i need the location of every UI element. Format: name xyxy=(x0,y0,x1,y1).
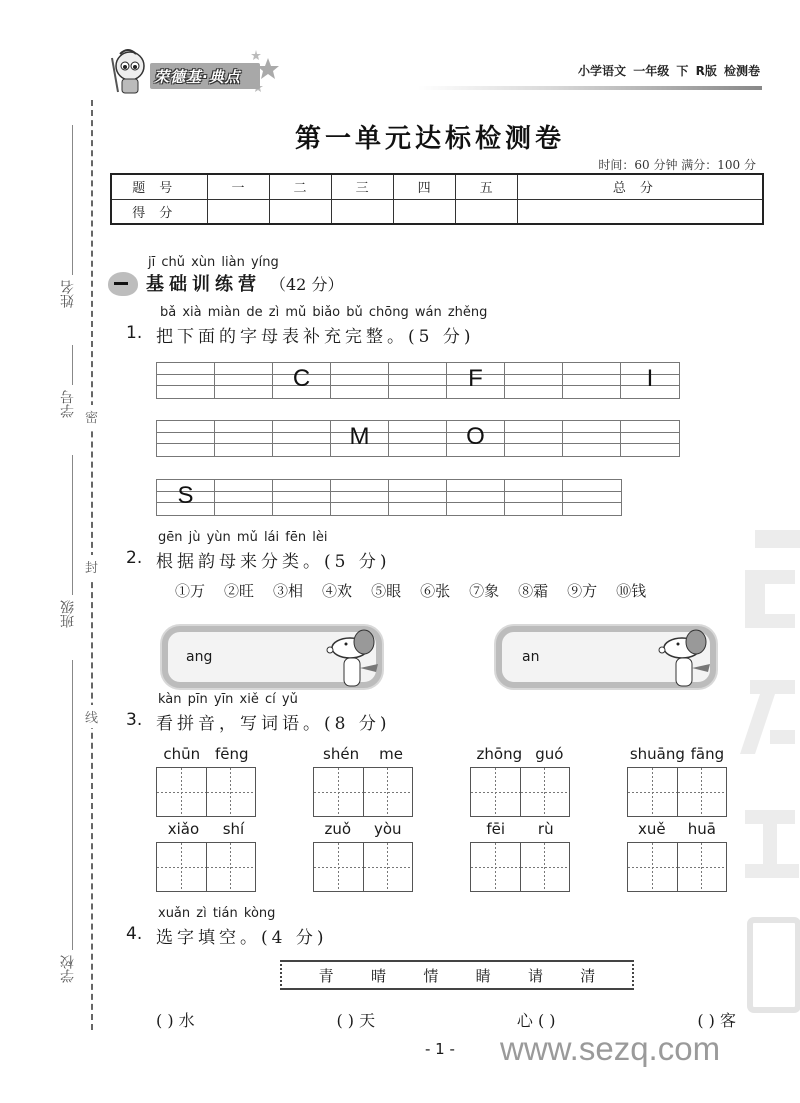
pinyin-syllable: rù xyxy=(537,820,554,838)
word-box[interactable] xyxy=(470,820,570,892)
calligraphy-watermark-icon xyxy=(735,530,800,1020)
score-cell[interactable] xyxy=(517,199,763,224)
writing-cell[interactable] xyxy=(521,843,570,891)
alphabet-row-2 xyxy=(156,420,680,457)
header-cell: 五 xyxy=(455,174,517,199)
exam-meta: 时间：60 分钟 满分：100 分 xyxy=(598,158,756,172)
pinyin-syllable: yòu xyxy=(373,820,402,838)
option-item: ⑧霜 xyxy=(518,582,549,600)
writing-cell[interactable] xyxy=(628,843,678,891)
q2-options xyxy=(175,580,646,601)
q1-prompt: 把下面的字母表补充完整。(5 分) xyxy=(156,327,475,347)
school-underline xyxy=(72,660,73,950)
watermark-url: www.sezq.com xyxy=(500,1030,721,1067)
writing-cell[interactable] xyxy=(314,768,364,816)
alphabet-cell[interactable] xyxy=(389,480,447,515)
alphabet-row-3 xyxy=(156,479,622,516)
option-item: ③相 xyxy=(273,582,304,600)
writing-cell[interactable] xyxy=(314,843,364,891)
alphabet-cell: O xyxy=(447,421,505,456)
score-cell[interactable] xyxy=(331,199,393,224)
word-box[interactable] xyxy=(156,820,256,892)
word-box[interactable] xyxy=(313,820,413,892)
school-field-label: 学校 xyxy=(60,955,76,983)
character-choice-box xyxy=(280,960,634,990)
score-cell[interactable] xyxy=(455,199,517,224)
dog-cartoon-icon xyxy=(320,624,382,692)
option-item: ②旺 xyxy=(224,582,255,600)
q3-number: 3. xyxy=(126,710,143,730)
word-box[interactable] xyxy=(156,745,256,817)
alphabet-cell: I xyxy=(646,365,654,392)
score-cell[interactable] xyxy=(393,199,455,224)
alphabet-cell: S xyxy=(157,480,215,515)
blank-item[interactable]: 心 ( ) xyxy=(516,1011,556,1030)
word-box[interactable] xyxy=(627,745,727,817)
word-box[interactable] xyxy=(627,820,727,892)
writing-cell[interactable] xyxy=(471,768,521,816)
q4-pinyin: xuǎn zì tián kòng xyxy=(158,906,276,921)
header-cell: 总分 xyxy=(517,174,763,199)
alphabet-cell[interactable] xyxy=(621,421,679,456)
pinyin-syllable: chūn xyxy=(163,745,201,763)
pinyin-syllable: fēng xyxy=(215,745,249,763)
header-cell: 四 xyxy=(393,174,455,199)
pinyin-syllable: fēi xyxy=(486,820,506,838)
page-number: - 1 - xyxy=(425,1040,455,1058)
blank-item[interactable]: ( ) 水 xyxy=(156,1011,195,1030)
q1-number: 1. xyxy=(126,323,143,343)
q3-pinyin: kàn pīn yīn xiě cí yǔ xyxy=(158,692,298,707)
writing-cell[interactable] xyxy=(364,843,413,891)
section1-title: 基础训练营 xyxy=(146,274,261,295)
q2-prompt: 根据韵母来分类。(5 分) xyxy=(156,552,391,572)
alphabet-cell: M xyxy=(331,421,389,456)
writing-cell[interactable] xyxy=(207,843,256,891)
header-cell: 三 xyxy=(331,174,393,199)
alphabet-cell[interactable] xyxy=(157,421,215,456)
score-row-label: 得分 xyxy=(111,199,207,224)
choice-char: 睛 xyxy=(475,966,491,985)
pinyin-syllable: zuǒ xyxy=(324,820,352,838)
writing-cell[interactable] xyxy=(157,843,207,891)
word-box[interactable] xyxy=(470,745,570,817)
score-cell[interactable] xyxy=(269,199,331,224)
section-number-badge xyxy=(108,272,138,296)
alphabet-cell[interactable] xyxy=(389,421,447,456)
writing-cell[interactable] xyxy=(628,768,678,816)
writing-cell[interactable] xyxy=(521,768,570,816)
id-underline xyxy=(72,345,73,385)
alphabet-cell[interactable] xyxy=(157,363,215,398)
score-table xyxy=(110,173,764,225)
name-field-label: 姓名 xyxy=(60,280,76,308)
option-item: ④欢 xyxy=(322,582,353,600)
choice-char: 情 xyxy=(423,966,439,985)
section1-points: （42 分） xyxy=(270,275,344,294)
alphabet-cell[interactable] xyxy=(331,480,389,515)
class-field-label: 班级 xyxy=(60,600,76,628)
writing-cell[interactable] xyxy=(157,768,207,816)
section1-pinyin: jī chǔ xùn liàn yíng xyxy=(148,255,279,270)
blank-item[interactable]: ( ) 客 xyxy=(697,1011,736,1030)
choice-char: 请 xyxy=(527,966,543,985)
pinyin-syllable: huā xyxy=(687,820,716,838)
option-item: ⑨方 xyxy=(567,582,598,600)
header-cell: 题号 xyxy=(111,174,207,199)
word-box[interactable] xyxy=(313,745,413,817)
pinyin-syllable: zhōng xyxy=(476,745,523,763)
alphabet-row-1 xyxy=(156,362,680,399)
score-table-header-row xyxy=(111,174,763,199)
writing-cell[interactable] xyxy=(364,768,413,816)
header-cell: 一 xyxy=(207,174,269,199)
dog-cartoon-icon xyxy=(652,624,714,692)
score-cell[interactable] xyxy=(207,199,269,224)
seal-char-feng: 封 xyxy=(85,555,98,578)
brand-name: 荣德基·典点 xyxy=(154,68,241,86)
class-underline xyxy=(72,455,73,595)
choice-char: 青 xyxy=(318,966,334,985)
blank-item[interactable]: ( ) 天 xyxy=(336,1011,376,1030)
category-label-ang: ang xyxy=(186,649,213,665)
pinyin-syllable: shuāng xyxy=(629,745,685,763)
header-rule xyxy=(418,86,762,90)
choice-char: 清 xyxy=(580,966,596,985)
option-item: ⑤眼 xyxy=(371,582,402,600)
q3-prompt: 看拼音，写词语。(8 分) xyxy=(156,714,391,734)
writing-cell[interactable] xyxy=(678,768,727,816)
alphabet-cell: F xyxy=(447,363,505,398)
option-item: ⑩钱 xyxy=(616,582,647,600)
pinyin-syllable: shí xyxy=(222,820,245,838)
pinyin-syllable: me xyxy=(379,745,403,763)
alphabet-cell[interactable] xyxy=(215,480,273,515)
score-table-score-row xyxy=(111,199,763,224)
page-title: 第一单元达标检测卷 xyxy=(294,124,565,154)
header-cell: 二 xyxy=(269,174,331,199)
writing-cell[interactable] xyxy=(678,843,727,891)
series-label: 小学语文 一年级 下 R版 检测卷 xyxy=(578,64,760,78)
alphabet-cell[interactable] xyxy=(563,421,621,456)
option-item: ⑥张 xyxy=(420,582,451,600)
alphabet-cell[interactable] xyxy=(215,363,273,398)
category-label-an: an xyxy=(522,649,540,665)
pinyin-syllable: fāng xyxy=(690,745,725,763)
seal-char-mi: 密 xyxy=(85,405,98,428)
id-field-label: 学号 xyxy=(60,390,76,418)
alphabet-cell[interactable] xyxy=(563,480,621,515)
q1-pinyin: bǎ xià miàn de zì mǔ biǎo bǔ chōng wán zhěng xyxy=(160,305,488,320)
alphabet-cell[interactable] xyxy=(331,363,389,398)
pinyin-syllable: xuě xyxy=(638,820,666,838)
option-item: ①万 xyxy=(175,582,206,600)
alphabet-cell[interactable] xyxy=(505,363,563,398)
q4-number: 4. xyxy=(126,924,143,944)
fill-in-blanks xyxy=(156,1008,736,1031)
pinyin-syllable: shén xyxy=(323,745,360,763)
alphabet-cell[interactable] xyxy=(273,480,331,515)
writing-cell[interactable] xyxy=(207,768,256,816)
pinyin-syllable: xiǎo xyxy=(167,820,200,838)
q4-prompt: 选字填空。(4 分) xyxy=(156,928,328,948)
alphabet-cell: C xyxy=(273,363,331,398)
section-number-dash xyxy=(114,282,128,285)
choice-char: 晴 xyxy=(370,966,386,985)
alphabet-cell[interactable] xyxy=(215,421,273,456)
option-item: ⑦象 xyxy=(469,582,500,600)
alphabet-cell[interactable] xyxy=(505,480,563,515)
alphabet-cell[interactable] xyxy=(389,363,447,398)
alphabet-cell[interactable] xyxy=(563,363,621,398)
alphabet-cell[interactable] xyxy=(505,421,563,456)
q2-pinyin: gēn jù yùn mǔ lái fēn lèi xyxy=(158,530,328,545)
alphabet-cell[interactable] xyxy=(447,480,505,515)
seal-char-xian: 线 xyxy=(85,705,98,728)
writing-cell[interactable] xyxy=(471,843,521,891)
pinyin-syllable: guó xyxy=(535,745,564,763)
alphabet-cell[interactable] xyxy=(273,421,331,456)
q2-number: 2. xyxy=(126,548,143,568)
